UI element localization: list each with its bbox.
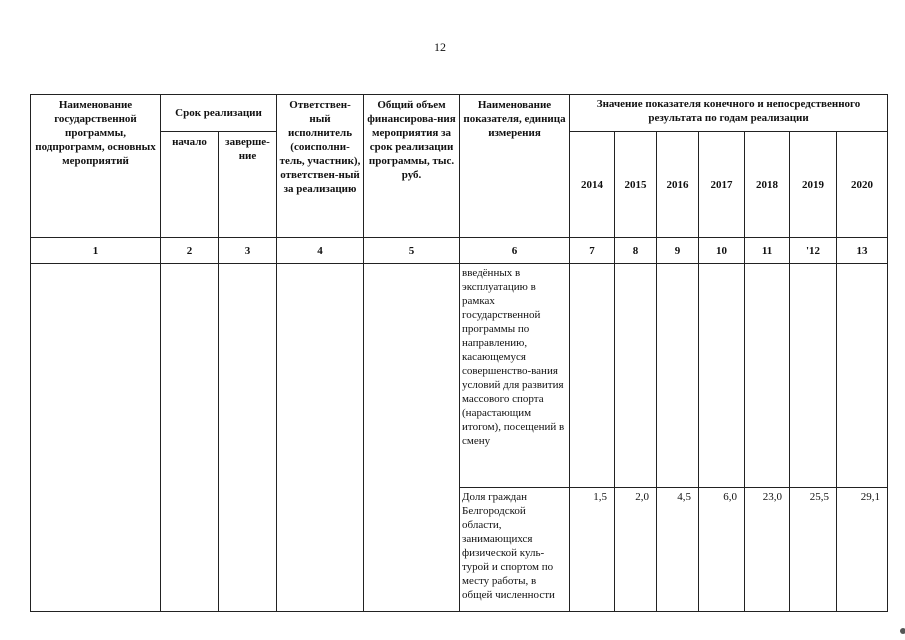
funding-cell <box>364 264 460 612</box>
value-cell <box>745 264 790 488</box>
column-number: 6 <box>460 238 570 264</box>
value-cell <box>657 264 699 488</box>
value-cell: 2,0 <box>615 488 657 612</box>
header-indicator: Наименование показателя, единица измерения <box>460 95 570 238</box>
column-number: 2 <box>161 238 219 264</box>
header-period-start: начало <box>161 132 219 238</box>
indicator-cell: введённых в эксплуатацию в рамках государственной программы по направлению, касающемуся совершенство-вания условий для развития массового спорта (нарастающим итогом), посещений в смену <box>460 264 570 488</box>
year-header: 2019 <box>790 132 837 238</box>
header-values: Значение показателя конечного и непосредственного результата по годам реализации <box>570 95 888 132</box>
indicator-cell: Доля граждан Белгородской области, занимающихся физической куль-турой и спортом по месту работы, в общей численности <box>460 488 570 612</box>
value-cell <box>790 264 837 488</box>
column-number: '12 <box>790 238 837 264</box>
column-number: 5 <box>364 238 460 264</box>
value-cell <box>699 264 745 488</box>
year-header: 2017 <box>699 132 745 238</box>
column-number: 3 <box>219 238 277 264</box>
end-cell <box>219 264 277 612</box>
value-cell: 6,0 <box>699 488 745 612</box>
header-funding: Общий объем финансирова-ния мероприятия за срок реализации программы, тыс. руб. <box>364 95 460 238</box>
value-cell: 4,5 <box>657 488 699 612</box>
table-row <box>31 264 888 488</box>
value-cell <box>837 264 888 488</box>
column-number: 7 <box>570 238 615 264</box>
value-cell <box>615 264 657 488</box>
column-number: 9 <box>657 238 699 264</box>
column-number: 4 <box>277 238 364 264</box>
header-period: Срок реализации <box>161 95 277 132</box>
column-number: 8 <box>615 238 657 264</box>
year-header: 2020 <box>837 132 888 238</box>
header-period-end: заверше-ние <box>219 132 277 238</box>
header-responsible: Ответствен-ный исполнитель (соисполни-тель, участник), ответствен-ный за реализацию <box>277 95 364 238</box>
column-number-row <box>31 238 888 264</box>
start-cell <box>161 264 219 612</box>
year-header: 2018 <box>745 132 790 238</box>
value-cell: 23,0 <box>745 488 790 612</box>
column-number: 10 <box>699 238 745 264</box>
scan-mark <box>900 628 905 634</box>
year-header: 2016 <box>657 132 699 238</box>
value-cell <box>570 264 615 488</box>
program-table <box>30 94 888 612</box>
value-cell: 25,5 <box>790 488 837 612</box>
column-number: 13 <box>837 238 888 264</box>
year-header: 2015 <box>615 132 657 238</box>
name-cell <box>31 264 161 612</box>
page-number: 12 <box>434 40 446 54</box>
value-cell: 1,5 <box>570 488 615 612</box>
column-number: 11 <box>745 238 790 264</box>
responsible-cell <box>277 264 364 612</box>
value-cell: 29,1 <box>837 488 888 612</box>
header-name: Наименование государственной программы, подпрограмм, основных мероприятий <box>31 95 161 238</box>
year-header: 2014 <box>570 132 615 238</box>
column-number: 1 <box>31 238 161 264</box>
